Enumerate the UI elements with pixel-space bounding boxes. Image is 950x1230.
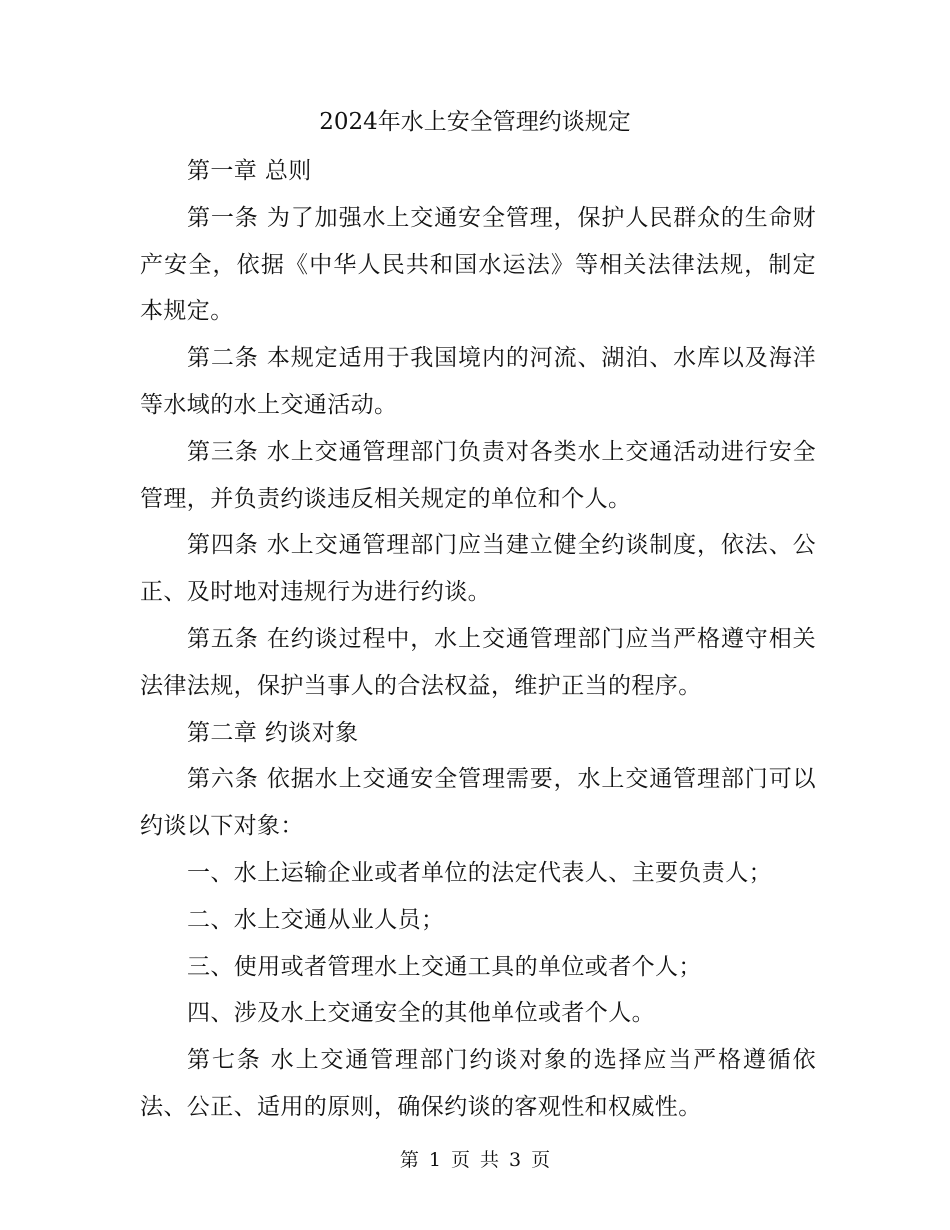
article-paragraph: 第七条 水上交通管理部门约谈对象的选择应当严格遵循依法、公正、适用的原则，确保约谈的客观性和权威性。 bbox=[140, 1047, 816, 1120]
list-item: 四、涉及水上交通安全的其他单位或者个人。 bbox=[187, 1000, 655, 1027]
list-item: 三、使用或者管理水上交通工具的单位或者个人； bbox=[187, 953, 702, 980]
list-item: 一、水上运输企业或者单位的法定代表人、主要负责人； bbox=[187, 859, 772, 886]
article-paragraph: 第一条 为了加强水上交通安全管理，保护人民群众的生命财产安全，依据《中华人民共和国水运法》等相关法律法规，制定本规定。 bbox=[140, 204, 816, 325]
chapter-heading: 第二章 约谈对象 bbox=[187, 719, 359, 746]
document-title: 2024年水上安全管理约谈规定 bbox=[319, 109, 631, 135]
document-body bbox=[140, 148, 816, 1131]
page-footer: 第 1 页 共 3 页 bbox=[399, 1149, 551, 1171]
article-paragraph: 第五条 在约谈过程中，水上交通管理部门应当严格遵守相关法律法规，保护当事人的合法权益，维护正当的程序。 bbox=[140, 625, 816, 699]
article-paragraph: 第六条 依据水上交通安全管理需要，水上交通管理部门可以约谈以下对象： bbox=[140, 766, 816, 840]
list-item: 二、水上交通从业人员； bbox=[187, 906, 445, 933]
article-paragraph: 第四条 水上交通管理部门应当建立健全约谈制度，依法、公正、及时地对违规行为进行约谈。 bbox=[140, 532, 816, 606]
chapter-heading: 第一章 总则 bbox=[187, 158, 312, 184]
article-paragraph: 第三条 水上交通管理部门负责对各类水上交通活动进行安全管理，并负责约谈违反相关规定的单位和个人。 bbox=[140, 438, 816, 512]
article-paragraph: 第二条 本规定适用于我国境内的河流、湖泊、水库以及海洋等水域的水上交通活动。 bbox=[140, 345, 816, 418]
